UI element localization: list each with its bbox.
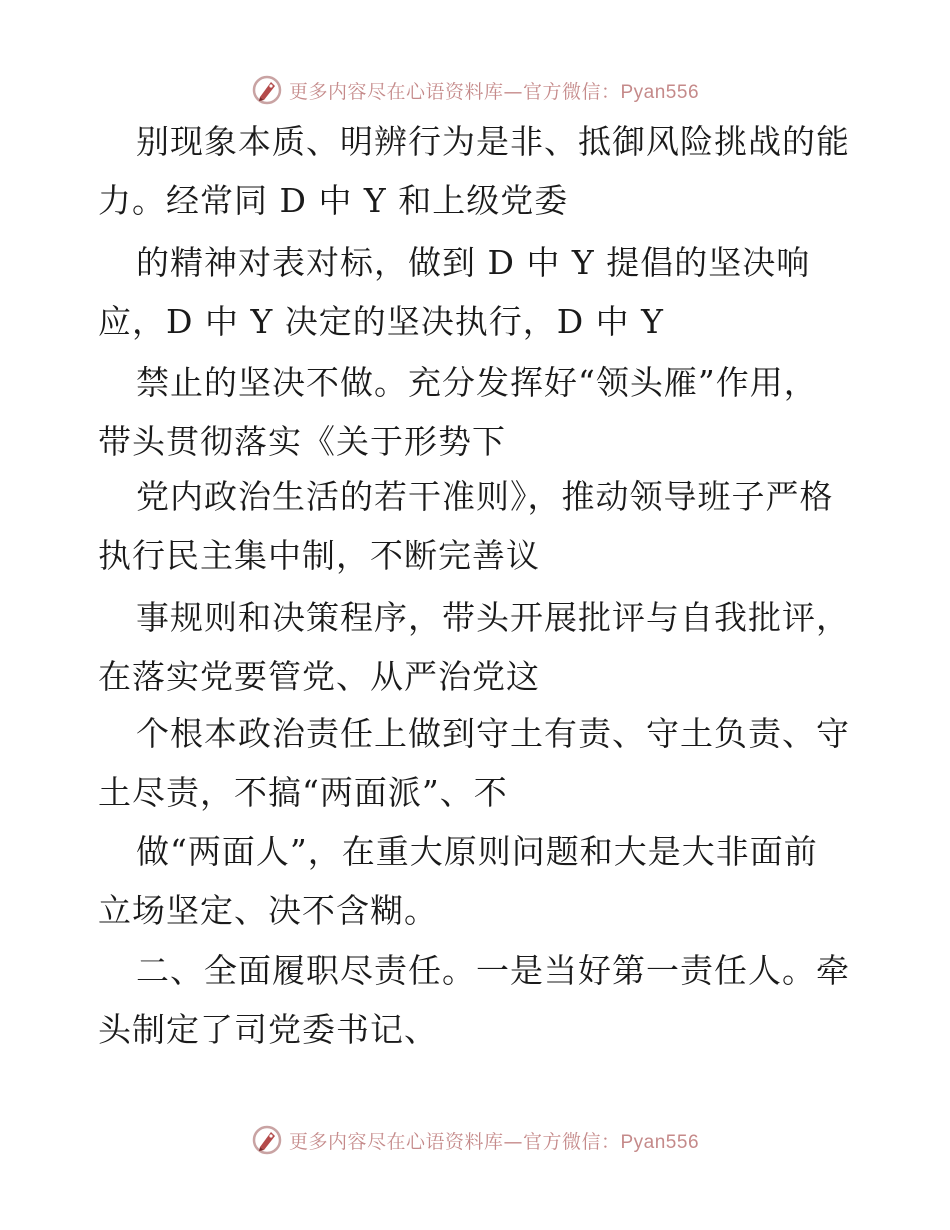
watermark-text-cn: 更多内容尽在心语资料库—官方微信： bbox=[288, 80, 621, 103]
paragraph-line: 别现象本质、明辨行为是非、抵御风险挑战的能 bbox=[136, 122, 850, 161]
paragraph-line: 的精神对表对标，做到 D 中 Y 提倡的坚决响 bbox=[136, 243, 811, 282]
header-watermark bbox=[0, 70, 950, 110]
paragraph-line: 党内政治生活的若干准则》，推动领导班子严格 bbox=[136, 477, 834, 516]
watermark-text bbox=[289, 1127, 699, 1154]
paragraph-line: 在落实党要管党、从严治党这 bbox=[98, 657, 540, 696]
paragraph-line: 立场坚定、决不含糊。 bbox=[98, 891, 438, 930]
watermark-text bbox=[289, 77, 699, 104]
footer-watermark bbox=[0, 1120, 950, 1160]
paragraph-line: 个根本政治责任上做到守土有责、守土负责、守 bbox=[136, 714, 850, 753]
paragraph-line: 头制定了司党委书记、 bbox=[98, 1010, 438, 1049]
paragraph-line: 带头贯彻落实《关于形势下 bbox=[98, 422, 506, 461]
paragraph-line: 做“两面人”，在重大原则问题和大是大非面前 bbox=[136, 832, 818, 871]
watermark-text-cn: 更多内容尽在心语资料库—官方微信： bbox=[288, 1130, 621, 1153]
paragraph-line: 禁止的坚决不做。充分发挥好“领头雁”作用， bbox=[136, 363, 818, 402]
paragraph-line: 应，D 中 Y 决定的坚决执行，D 中 Y bbox=[98, 302, 664, 341]
pen-nib-logo-icon bbox=[251, 1124, 283, 1156]
pen-nib-logo-icon bbox=[251, 74, 283, 106]
paragraph-line: 土尽责，不搞“两面派”、不 bbox=[98, 773, 508, 812]
paragraph-line: 执行民主集中制，不断完善议 bbox=[98, 536, 540, 575]
watermark-text-en: Pyan556 bbox=[620, 81, 700, 103]
paragraph-line: 二、全面履职尽责任。一是当好第一责任人。牵 bbox=[136, 951, 850, 990]
watermark-text-en: Pyan556 bbox=[620, 1131, 700, 1153]
paragraph-line: 力。经常同 D 中 Y 和上级党委 bbox=[98, 181, 569, 220]
paragraph-line: 事规则和决策程序，带头开展批评与自我批评， bbox=[136, 598, 850, 637]
